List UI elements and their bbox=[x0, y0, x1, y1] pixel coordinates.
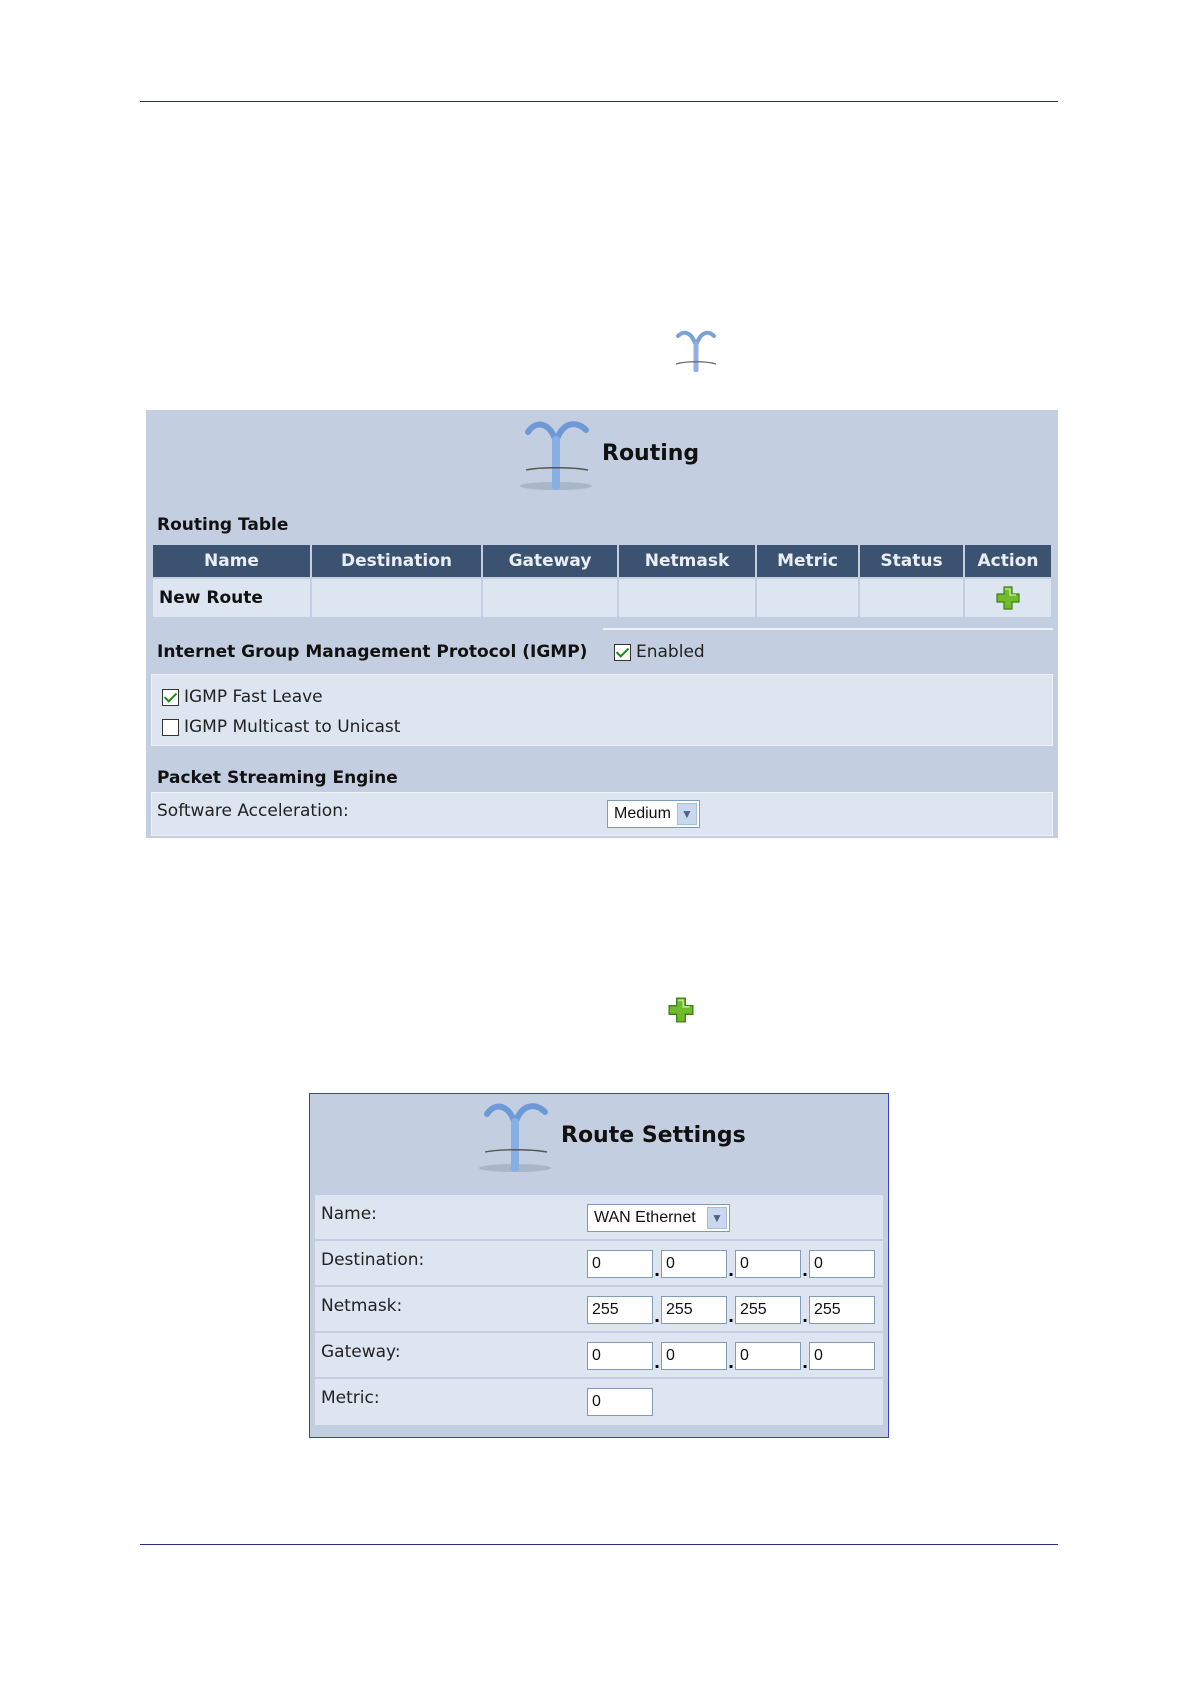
col-destination[interactable]: Destination bbox=[311, 544, 482, 578]
name-label: Name: bbox=[321, 1204, 377, 1224]
netmask-row bbox=[315, 1287, 883, 1333]
igmp-fast-leave-label: IGMP Fast Leave bbox=[184, 687, 323, 707]
gateway-octet-3[interactable] bbox=[735, 1342, 801, 1370]
igmp-enabled-option[interactable] bbox=[614, 642, 705, 662]
gateway-octet-1[interactable] bbox=[587, 1342, 653, 1370]
netmask-octet-2[interactable] bbox=[661, 1296, 727, 1324]
igmp-enabled-label: Enabled bbox=[636, 642, 705, 662]
col-metric[interactable]: Metric bbox=[756, 544, 859, 578]
metric-label: Metric: bbox=[321, 1388, 380, 1408]
igmp-fast-leave-option[interactable] bbox=[162, 687, 323, 707]
destination-ip: 0 . 0 . 0 . 0 bbox=[587, 1250, 875, 1278]
netmask-octet-3[interactable] bbox=[735, 1296, 801, 1324]
igmp-multicast-checkbox[interactable] bbox=[162, 719, 179, 736]
netmask-ip: 255 . 255 . 255 . 255 bbox=[587, 1296, 875, 1324]
metric-row bbox=[315, 1379, 883, 1425]
gateway-ip: 0 . 0 . 0 . 0 bbox=[587, 1342, 875, 1370]
netmask-octet-1[interactable] bbox=[587, 1296, 653, 1324]
igmp-label: Internet Group Management Protocol (IGMP) bbox=[157, 642, 588, 662]
routing-header bbox=[516, 416, 699, 490]
name-select[interactable]: WAN Ethernet ▼ bbox=[587, 1204, 730, 1232]
col-netmask[interactable]: Netmask bbox=[618, 544, 756, 578]
routing-panel bbox=[146, 410, 1058, 838]
route-settings-header bbox=[475, 1098, 746, 1172]
gateway-row bbox=[315, 1333, 883, 1379]
routing-table-label: Routing Table bbox=[157, 515, 289, 535]
header-rule bbox=[140, 101, 1058, 102]
routing-title: Routing bbox=[602, 440, 700, 466]
metric-control bbox=[587, 1388, 653, 1416]
metric-input[interactable] bbox=[587, 1388, 653, 1416]
pse-box bbox=[151, 792, 1053, 836]
gateway-octet-2[interactable] bbox=[661, 1342, 727, 1370]
dropdown-arrow-icon[interactable]: ▼ bbox=[707, 1207, 727, 1229]
sw-accel-select[interactable]: Medium ▼ bbox=[607, 800, 700, 828]
pse-label: Packet Streaming Engine bbox=[157, 768, 398, 788]
col-action: Action bbox=[964, 544, 1052, 578]
col-status[interactable]: Status bbox=[859, 544, 964, 578]
add-icon[interactable] bbox=[995, 585, 1021, 611]
igmp-fast-leave-checkbox[interactable] bbox=[162, 689, 179, 706]
table-row bbox=[152, 578, 1052, 618]
destination-octet-2[interactable] bbox=[661, 1250, 727, 1278]
col-gateway[interactable]: Gateway bbox=[482, 544, 618, 578]
new-route-link[interactable]: New Route bbox=[152, 578, 311, 618]
destination-octet-1[interactable] bbox=[587, 1250, 653, 1278]
name-row bbox=[315, 1195, 883, 1241]
gateway-label: Gateway: bbox=[321, 1342, 401, 1362]
add-icon bbox=[667, 996, 695, 1024]
destination-row bbox=[315, 1241, 883, 1287]
route-settings-panel bbox=[309, 1093, 889, 1438]
igmp-multicast-label: IGMP Multicast to Unicast bbox=[184, 717, 401, 737]
destination-label: Destination: bbox=[321, 1250, 425, 1270]
destination-octet-3[interactable] bbox=[735, 1250, 801, 1278]
destination-octet-4[interactable] bbox=[809, 1250, 875, 1278]
col-name[interactable]: Name bbox=[152, 544, 311, 578]
routing-icon bbox=[475, 1098, 555, 1172]
sw-accel-label: Software Acceleration: bbox=[157, 801, 349, 821]
routing-icon bbox=[516, 416, 596, 490]
netmask-octet-4[interactable] bbox=[809, 1296, 875, 1324]
igmp-enabled-checkbox[interactable] bbox=[614, 644, 631, 661]
igmp-multicast-option[interactable] bbox=[162, 717, 400, 737]
netmask-label: Netmask: bbox=[321, 1296, 403, 1316]
dropdown-arrow-icon[interactable]: ▼ bbox=[677, 803, 697, 825]
igmp-options-box bbox=[151, 674, 1053, 746]
routing-icon bbox=[674, 328, 718, 372]
gateway-octet-4[interactable] bbox=[809, 1342, 875, 1370]
route-settings-title: Route Settings bbox=[561, 1122, 746, 1148]
routing-table bbox=[151, 543, 1053, 619]
footer-rule bbox=[140, 1544, 1058, 1545]
route-settings-form bbox=[315, 1195, 883, 1425]
